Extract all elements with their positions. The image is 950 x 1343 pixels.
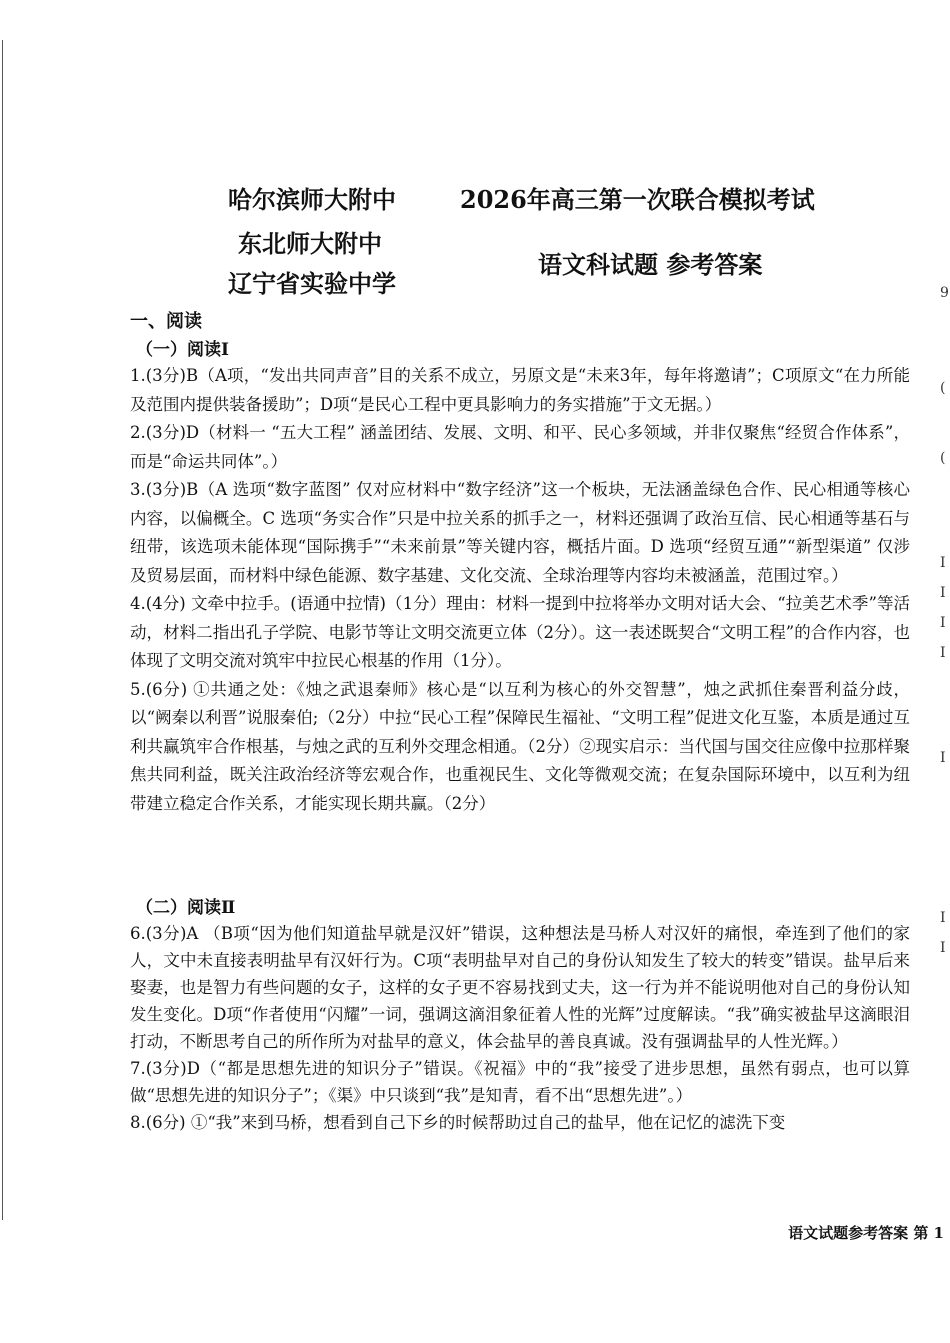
exam-subtitle: 语文科试题 参考答案 [538,250,763,279]
answer-item: 1.(3分)B（A项，“发出共同声音”目的关系不成立，另原文是“未来3年，每年将邀请”；C项原文“在力所能及范围内提供装备援助”；D项“是民心工程中更具影响力的务实措施”于文无据。） [130,366,910,414]
answer-item: 3.(3分)B（A 选项“数字蓝图” 仅对应材料中“数字经济”这一个板块，无法涵盖绿色合作、民心相通等核心内容，以偏概全。C 选项“务实合作”只是中拉关系的抓手之一，材料还强调了政治互信、民心相通等基石与纽带，该选项未能体现“国际携手”“未来前景”等关键内容，概括片面。D 选项“经贸互通”“新型渠道” 仅涉及贸易层面，而材料中绿色能源、数字基建、文化交流、全球治理等内容均未被涵盖，范围过窄。） [130,480,910,585]
edge-glyph: ( [940,450,946,466]
answer-item: 4.(4分) 文牵中拉手。(语通中拉情)（1分）理由：材料一提到中拉将举办文明对话大会、“拉美艺术季”等活动，材料二指出孔子学院、电影节等让文明交流更立体（2分）。这一表述既契合“文明工程”的合作内容，也体现了文明交流对筑牢中拉民心根基的作用（1分）。 [130,594,910,670]
section-heading: 一、阅读 [130,311,202,332]
edge-glyph: I [940,645,946,661]
edge-glyph: I [940,555,946,571]
reading2-heading: （二）阅读Ⅱ [136,898,236,918]
page-footer: 语文试题参考答案 第 1 [788,1224,944,1242]
answer-item: 8.(6分) ①“我”来到马桥，想看到自己下乡的时候帮助过自己的盐早，他在记忆的滤洗下变 [130,1113,786,1132]
reading1-answers [130,362,910,818]
reading1-heading: （一）阅读Ⅰ [136,340,229,360]
school-name-2: 东北师大附中 [238,229,382,258]
answer-item: 7.(3分)D（“都是思想先进的知识分子”错误。《祝福》中的“我”接受了进步思想，虽然有弱点，也可以算做“思想先进的知识分子”；《渠》中只谈到“我”是知青，看不出“思想先进”。） [130,1059,910,1105]
edge-glyph: I [940,910,946,926]
answer-item: 2.(3分)D（材料一 “五大工程” 涵盖团结、发展、文明、和平、民心多领域，并非仅聚焦“经贸合作体系”，而是“命运共同体”。） [130,423,910,471]
answer-item: 5.(6分) ①共通之处：《烛之武退秦师》核心是“以互利为核心的外交智慧”，烛之武抓住秦晋利益分歧，以“阙秦以利晋”说服秦伯;（2分）中拉“民心工程”保障民生福祉、“文明工程”促进文化互鉴，本质是通过互利共赢筑牢合作根基，与烛之武的互利外交理念相通。（2分）②现实启示：当代国与国交往应像中拉那样聚焦共同利益，既关注政治经济等宏观合作，也重视民生、文化等微观交流；在复杂国际环境中，以互利为纽带建立稳定合作关系，才能实现长期共赢。（2分） [130,679,910,813]
edge-glyph: I [940,615,946,631]
exam-title: 2026年高三第一次联合模拟考试 [460,185,815,214]
reading2-answers [130,920,910,1136]
edge-glyph: 9 [940,285,949,301]
school-name-1: 哈尔滨师大附中 [228,185,396,214]
edge-glyph: I [940,585,946,601]
school-name-3: 辽宁省实验中学 [228,269,396,298]
answer-item: 6.(3分)A （B项“因为他们知道盐早就是汉奸”错误，这种想法是马桥人对汉奸的痛恨，牵连到了他们的家人，文中未直接表明盐早有汉奸行为。C项“表明盐早对自己的身份认知发生了较大的转变”错误。盐早后来娶妻，也是智力有些问题的女子，这样的女子更不容易找到丈夫，这一行为并不能说明他对自己的身份认知发生变化。D项“作者使用“闪耀”一词，强调这滴泪象征着人性的光辉”过度解读。“我”确实被盐早这滴眼泪打动，不断思考自己的所作所为对盐早的意义，体会盐早的善良真诚。没有强调盐早的人性光辉。） [130,924,910,1051]
edge-glyph: I [940,940,946,956]
edge-glyph: I [940,750,946,766]
edge-glyph: ( [940,380,946,396]
page-left-border [2,40,3,1220]
